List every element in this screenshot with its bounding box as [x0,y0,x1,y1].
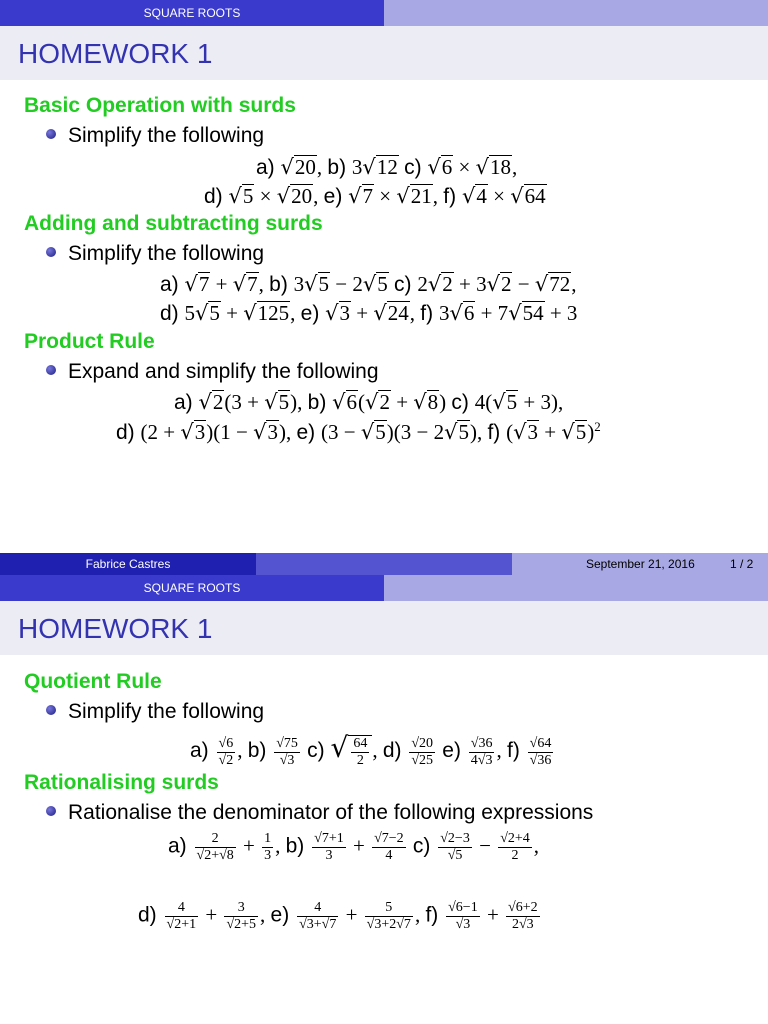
footer-date: September 21, 2016 [586,557,695,571]
bullet-icon [46,806,56,816]
bullet-text: Simplify the following [68,700,265,723]
section-heading: Product Rule [24,330,155,353]
bullet-icon [46,365,56,375]
bullet-item [46,360,379,384]
bullet-text: Simplify the following [68,124,265,147]
bullet-text: Simplify the following [68,242,265,265]
slide-header-bar [0,575,768,601]
footer-page-number: 1 / 2 [730,557,754,571]
math-line: a) √20, b) 3√12 c) √6 × √18, [256,155,518,179]
slide-title: HOMEWORK 1 [18,613,213,644]
footer-author: Fabrice Castres [0,553,256,575]
footer-fill [256,553,512,575]
math-line: d) (2 + √3)(1 − √3), e) (3 − √5)(3 − 2√5), f) $(√3 + √5)^2$ [116,419,601,444]
section-heading: Rationalising surds [24,771,219,794]
section-heading: Quotient Rule [24,670,162,693]
bullet-item [46,124,264,148]
math-line: a) √7 + √7, b) 3√5 − 2√5 c) 2√2 + 3√2 − √72, [160,272,577,296]
slide-header-title: SQUARE ROOTS [0,575,384,601]
bullet-item [46,801,593,825]
footer-info [512,553,768,575]
math-line: d) $\frac{4}{√2+1}$ + $\frac{3}{√2+5}$ , e) $\frac{4}{√3+√7}$ + $\frac{5}{√3+2√7}$ , f) $\frac{√6-1}{√3}$ + $\frac{√6+2}{2√3}$ [138,900,538,933]
slide-header-fill [384,0,768,26]
slide-title-bar [0,26,768,80]
bullet-icon [46,247,56,257]
bullet-icon [46,129,56,139]
bullet-text: Expand and simplify the following [68,360,379,383]
slide-footer [0,553,768,575]
slide-2 [0,575,768,1024]
slide-title: HOMEWORK 1 [18,38,213,69]
bullet-text: Rationalise the denominator of the following expressions [68,801,594,824]
math-line: a) √2(3 + √5), b) √6(√2 + √8) c) 4(√5 + 3), [174,390,564,414]
math-line: a) $\frac{2}{√2+√8}$ + $\frac{1}{3}$ , b) $\frac{√7+1}{3}$ + $\frac{√7-2}{4}$ c) $\frac{√2-3}{√5}$ − $\frac{√2+4}{2}$ , [168,831,540,864]
slide-title-bar [0,601,768,655]
slide-header-bar [0,0,768,26]
section-heading: Basic Operation with surds [24,94,296,117]
math-line: a) $\frac{√6}{√2}$ , b) $\frac{√75}{√3}$ c) √ $\frac{64}{2}$ , d) $\frac{√20}{√25}$ e) $\frac{√36}{4√3}$ , f) $\frac{√64}{√36}$ [190,731,552,768]
slide-header-fill [384,575,768,601]
bullet-item [46,700,264,724]
slide-header-title: SQUARE ROOTS [0,0,384,26]
bullet-item [46,242,264,266]
bullet-icon [46,705,56,715]
section-heading: Adding and subtracting surds [24,212,323,235]
math-line: d) √5 × √20, e) √7 × √21, f) √4 × √64 [204,184,546,208]
math-line: d) 5√5 + √125, e) √3 + √24, f) 3√6 + 7√54 + 3 [160,301,578,325]
